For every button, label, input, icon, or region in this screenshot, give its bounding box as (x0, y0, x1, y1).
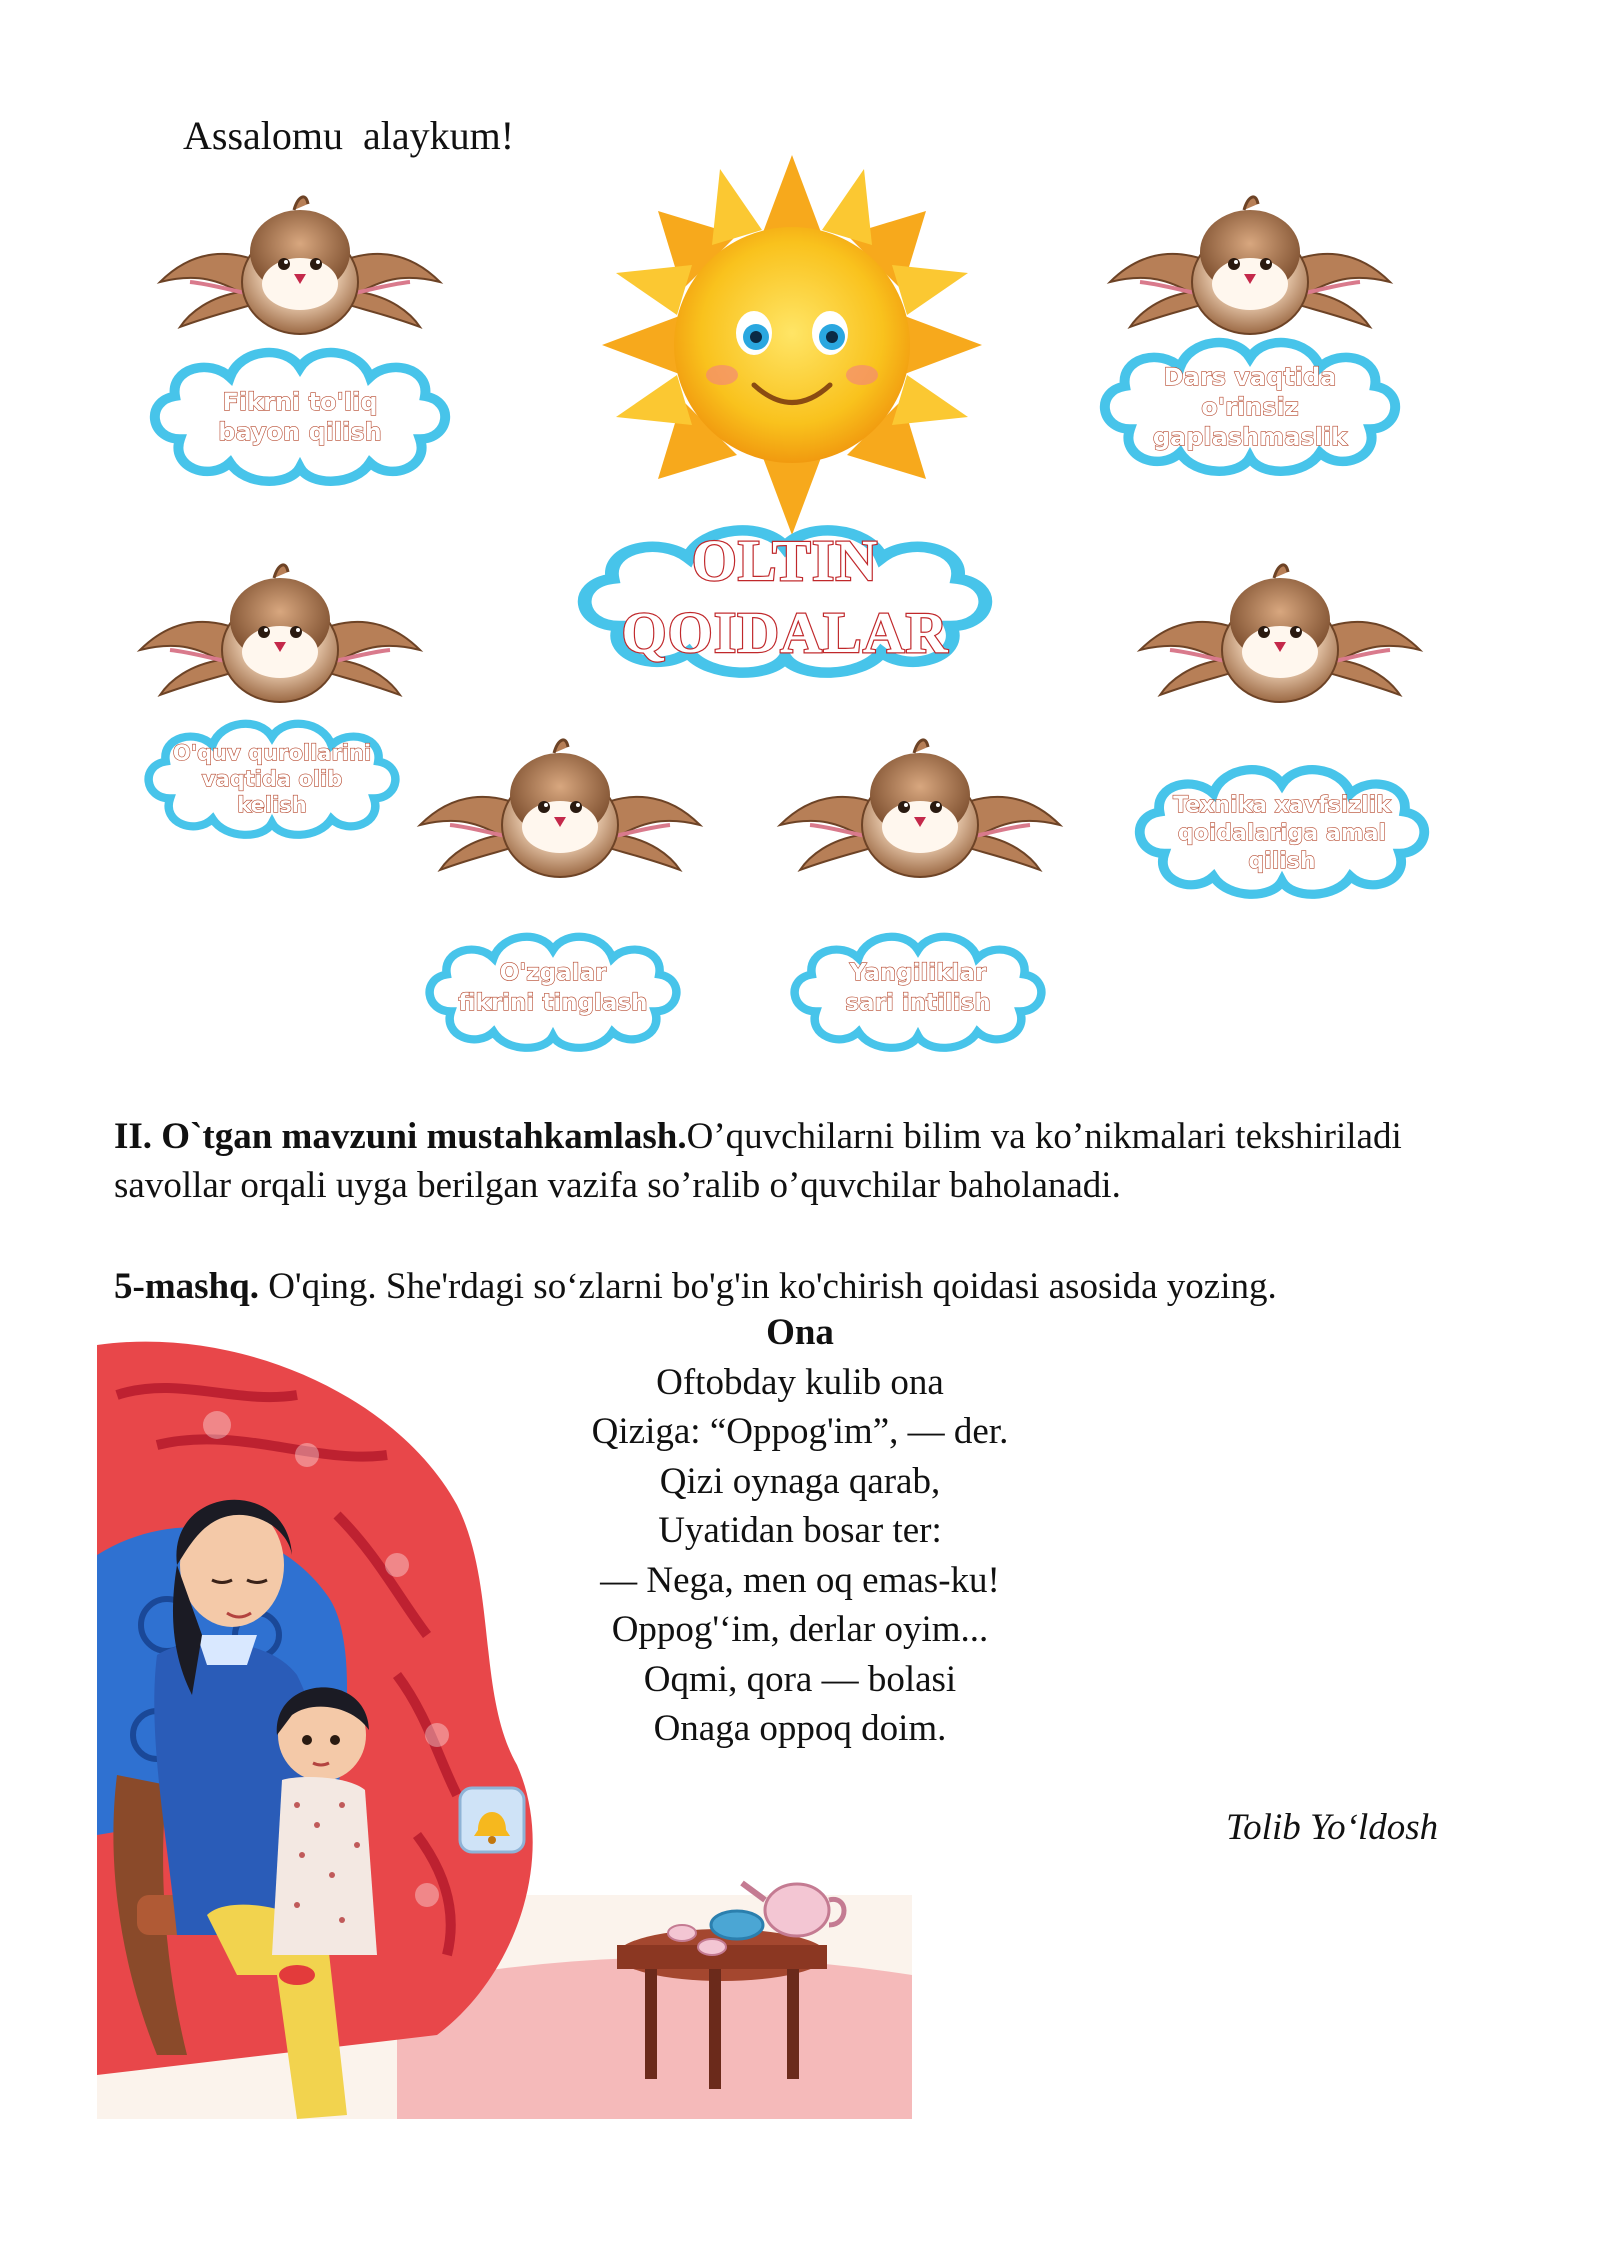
rule-4-line-2: qoidalariga amal (1177, 821, 1387, 846)
poem-line: Qizi oynaga qarab, (659, 1460, 941, 1502)
bell-icon (460, 1788, 524, 1852)
sun-icon (602, 155, 982, 535)
rule-2-line-1: Dars vaqtida (1163, 363, 1337, 391)
rule-5-line-2: fikrini tinglash (458, 990, 648, 1016)
poem-line: Onaga oppoq doim. (653, 1708, 947, 1749)
poem-author: Tolib Yo‘ldosh (1226, 1807, 1439, 1848)
poem-line: Qiziga: “Oppog'im”, — der. (591, 1411, 1009, 1452)
exercise-label: 5-mashq. (114, 1266, 259, 1307)
poem-line: Oftobday kulib ona (656, 1361, 944, 1403)
exercise-line (114, 1262, 1514, 1311)
rule-6-line-2: sari intilish (845, 990, 991, 1016)
rule-2-line-2: o'rinsiz (1201, 393, 1299, 421)
rule-1-line-1: Fikrni to'liq (222, 388, 378, 416)
rule-5-line-1: O'zgalar (499, 960, 607, 986)
section-2-text: O’quvchilarni bilim va ko’nikmalari tekshiriladi savollar orqali uyga berilgan vazifa so’ralib o’quvchilar baholanadi. (114, 1116, 1402, 1206)
rule-1-line-2: bayon qilish (218, 418, 382, 446)
rule-6-line-1: Yangiliklar (849, 960, 987, 986)
title-line-2: QOIDALAR (621, 600, 949, 665)
rule-4-line-3: qilish (1248, 849, 1316, 874)
rule-cloud-1 (155, 353, 445, 482)
poem-line: Oqmi, qora — bolasi (643, 1658, 957, 1700)
section-2-heading: II. O`tgan mavzuni mustahkamlash. (114, 1116, 687, 1157)
rule-3-line-1: O'quv qurollarini (172, 741, 372, 765)
rule-3-line-3: kelish (237, 793, 307, 817)
poem-title: Ona (766, 1312, 834, 1353)
title-line-1: OLTIN (691, 528, 879, 593)
poem-line: Uyatidan bosar ter: (658, 1510, 942, 1551)
exercise-text: O'qing. She'rdagi so‘zlarni bo'g'in ko'chirish qoidasi asosida yozing. (258, 1266, 1277, 1307)
poem-line: — Nega, men oq emas-ku! (600, 1559, 1000, 1601)
section-2-paragraph (114, 1112, 1514, 1210)
golden-rules-illustration (0, 0, 1600, 1090)
greeting-text: Assalomu alaykum! (183, 113, 515, 158)
rule-2-line-3: gaplashmaslik (1152, 423, 1348, 451)
poem-line: Oppog'‘im, derlar oyim... (611, 1609, 989, 1650)
poem (520, 1308, 1080, 1754)
rule-4-line-1: Texnika xavfsizlik (1173, 793, 1391, 818)
rule-3-line-2: vaqtida olib (201, 767, 343, 791)
